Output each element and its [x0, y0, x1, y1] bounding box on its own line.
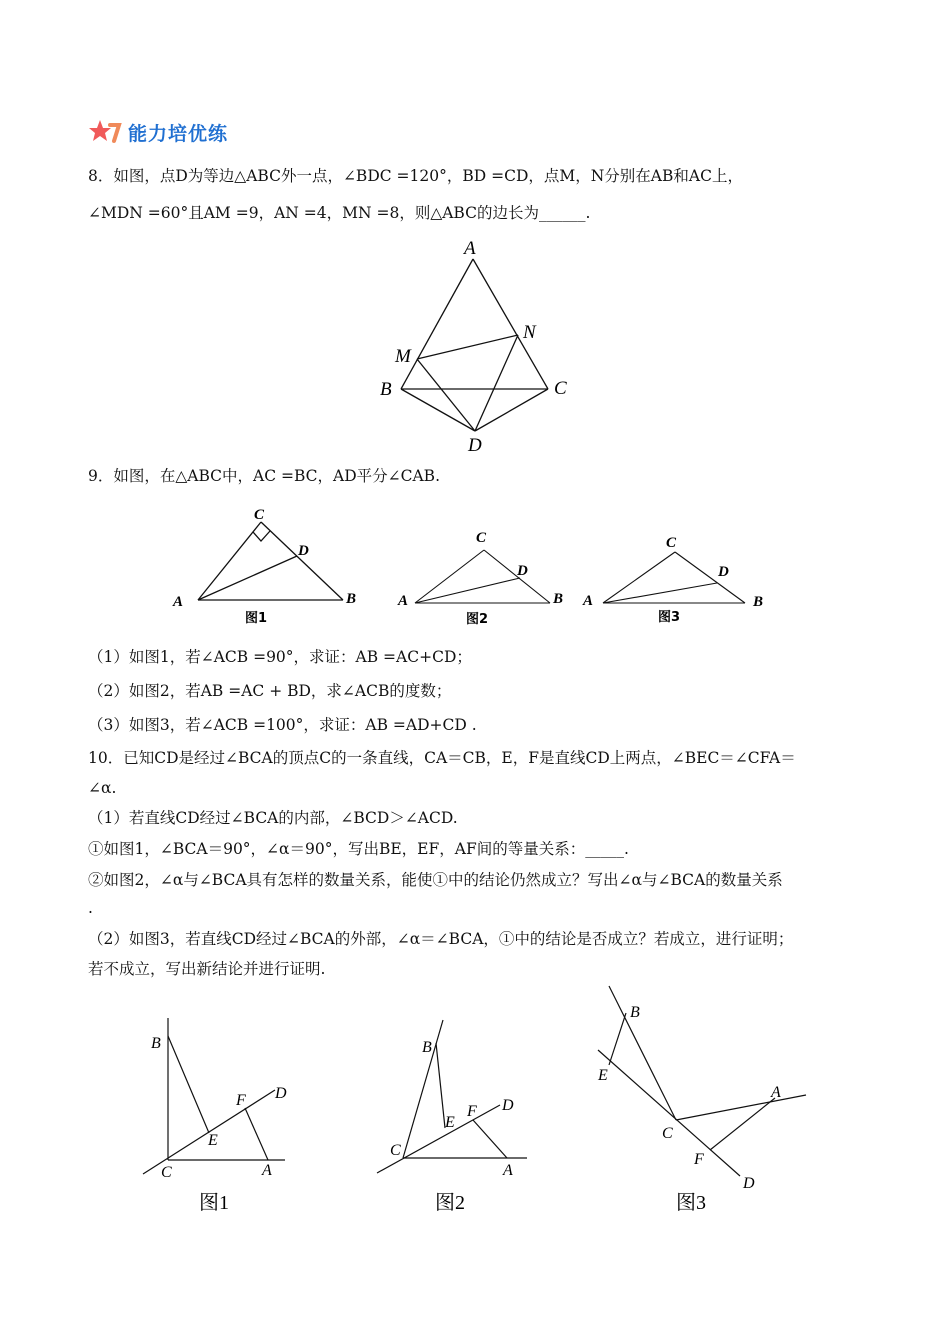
q9f1-label-A: A	[173, 594, 184, 610]
q9f3-label-D: D	[718, 564, 729, 580]
q9-caption-1: 图1	[245, 611, 268, 626]
section-header	[88, 118, 228, 146]
q8-label-M: M	[395, 346, 411, 367]
q10f3-label-E: E	[598, 1067, 608, 1084]
q8-label-N: N	[523, 322, 536, 343]
q10f3-label-F: F	[694, 1151, 704, 1168]
q10f2-label-A: A	[503, 1162, 513, 1179]
q9-caption-3: 图3	[658, 610, 681, 625]
q9f2-label-D: D	[517, 563, 528, 579]
q10f2-label-D: D	[502, 1097, 514, 1114]
q9-stem: 9．如图，在△ABC中，AC =BC，AD平分∠CAB.	[88, 467, 440, 485]
q8-label-C: C	[554, 378, 567, 399]
star-icon	[88, 119, 122, 145]
q10-part1: （1）若直线CD经过∠BCA的内部，∠BCD＞∠ACD.	[88, 809, 458, 827]
q10-part2-line1: （2）如图3，若直线CD经过∠BCA的外部，∠α＝∠BCA，①中的结论是否成立？若成立，进行证明；	[88, 930, 794, 948]
q10f3-label-A: A	[771, 1084, 781, 1101]
q9-figure-2	[390, 520, 580, 630]
q10-figure-2	[370, 1015, 540, 1215]
q10f1-label-F: F	[236, 1092, 246, 1109]
q10f1-label-C: C	[161, 1164, 172, 1181]
section-title: 能力培优练	[128, 122, 229, 145]
q9f1-label-B: B	[346, 591, 357, 607]
q9f1-label-D: D	[298, 543, 309, 559]
q10-line1: 10．已知CD是经过∠BCA的顶点C的一条直线，CA＝CB，E，F是直线CD上两点，∠BEC＝∠CFA＝	[88, 749, 796, 767]
q8-label-A: A	[464, 238, 476, 259]
q8-line1: 8．如图，点D为等边△ABC外一点，∠BDC =120°，BD =CD，点M，N分别在AB和AC上，	[88, 167, 743, 185]
q10-sub2-end: .	[88, 899, 93, 917]
q10-sub2: ②如图2，∠α与∠BCA具有怎样的数量关系，能使①中的结论仍然成立？写出∠α与∠BCA的数量关系	[88, 871, 783, 889]
q9-caption-2: 图2	[466, 612, 489, 627]
q9f2-label-C: C	[476, 530, 487, 546]
q10-caption-1: 图1	[199, 1192, 229, 1214]
q10-part2-line2: 若不成立，写出新结论并进行证明.	[88, 960, 326, 978]
q9-part3: （3）如图3，若∠ACB =100°，求证：AB =AD+CD .	[88, 716, 477, 734]
q9f3-label-B: B	[753, 594, 764, 610]
q10f2-label-F: F	[467, 1103, 477, 1120]
q10-sub1: ①如图1，∠BCA＝90°，∠α＝90°，写出BE，EF，AF间的等量关系：_____.	[88, 840, 629, 858]
q9f3-label-A: A	[583, 593, 594, 609]
q9f2-label-A: A	[398, 593, 409, 609]
q10f1-label-B: B	[151, 1035, 161, 1052]
q10f3-label-B: B	[630, 1004, 640, 1021]
q9-figure-1	[165, 500, 365, 630]
q10f2-label-B: B	[422, 1039, 432, 1056]
q10-caption-2: 图2	[435, 1192, 465, 1214]
q10f2-label-E: E	[445, 1114, 455, 1131]
q8-figure	[370, 232, 590, 457]
q10f2-label-C: C	[390, 1142, 401, 1159]
q8-label-B: B	[380, 379, 392, 400]
q8-line2: ∠MDN =60°且AM =9，AN =4，MN =8，则△ABC的边长为______.	[88, 204, 591, 222]
q9-figure-3	[575, 525, 775, 630]
q9f1-label-C: C	[254, 507, 265, 523]
q10-figure-3	[590, 980, 820, 1215]
q9f2-label-B: B	[553, 591, 564, 607]
q9f3-label-C: C	[666, 535, 677, 551]
q10-figure-1	[135, 1010, 305, 1215]
q10f3-label-C: C	[662, 1125, 673, 1142]
q10f1-label-E: E	[208, 1132, 218, 1149]
q10f1-label-D: D	[275, 1085, 287, 1102]
q10f3-label-D: D	[743, 1175, 755, 1192]
q9-part1: （1）如图1，若∠ACB =90°，求证：AB =AC+CD；	[88, 648, 472, 666]
q8-label-D: D	[468, 435, 482, 456]
q10-caption-3: 图3	[676, 1192, 706, 1214]
q10f1-label-A: A	[262, 1162, 272, 1179]
q10-line2: ∠α.	[88, 779, 117, 797]
q9-part2: （2）如图2，若AB =AC + BD，求∠ACB的度数；	[88, 682, 452, 700]
